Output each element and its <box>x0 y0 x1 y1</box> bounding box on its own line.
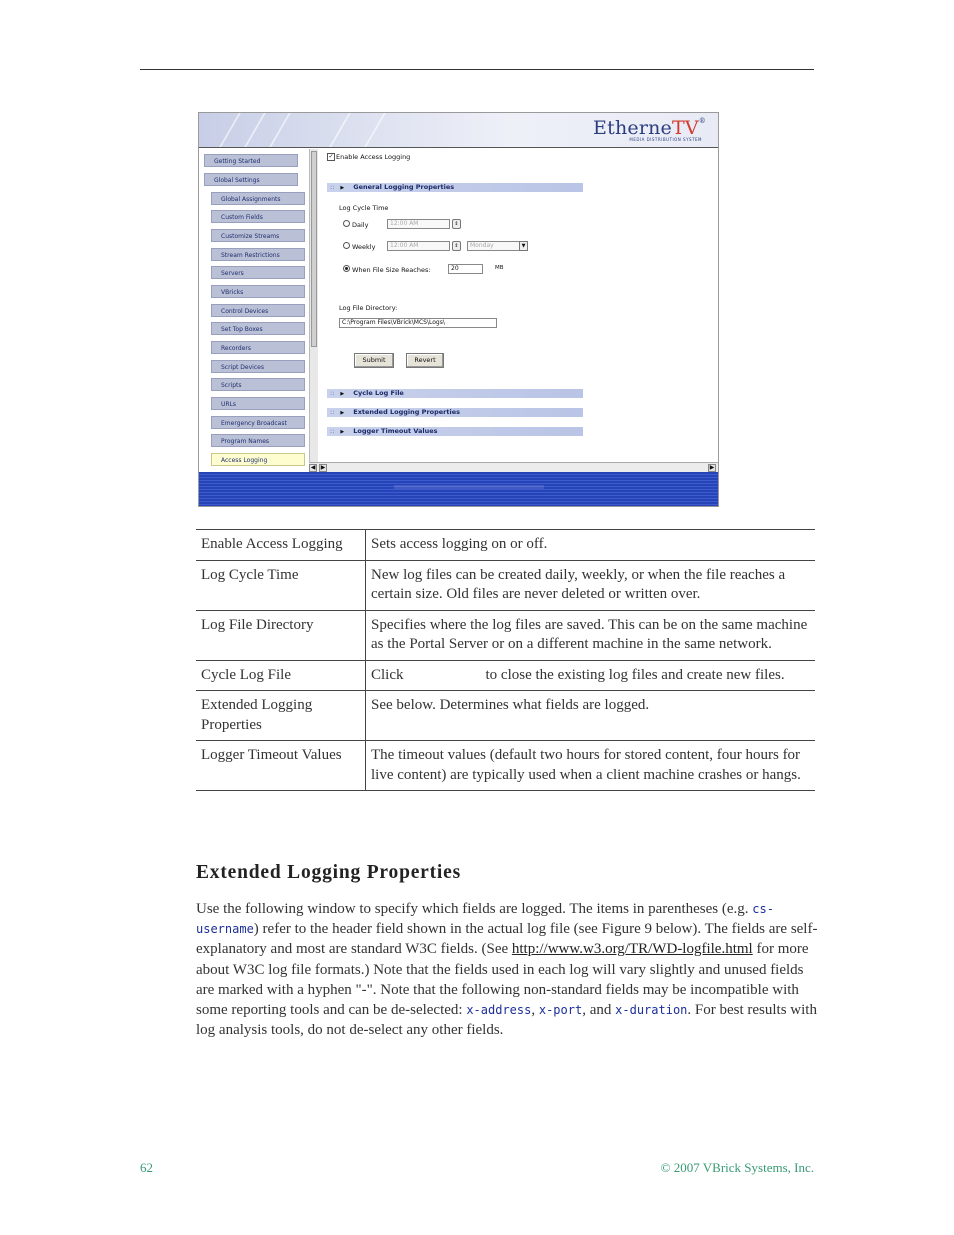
log-dir-input[interactable]: C:\Program Files\VBrick\MCS\Logs\ <box>339 318 497 328</box>
file-size-label: When File Size Reaches: <box>352 266 431 274</box>
revert-button[interactable]: Revert <box>406 353 444 368</box>
daily-time-input[interactable]: 12:00 AM <box>387 219 450 229</box>
code-x-port: x-port <box>538 1003 583 1018</box>
table-row <box>196 691 815 741</box>
chevron-down-icon[interactable]: ▼ <box>519 241 528 251</box>
desc-cell: The timeout values (default two hours for stored content, four hours for live content) are typically used when a client machine crashes or hangs. <box>366 741 816 791</box>
term-cell: Enable Access Logging <box>196 530 366 561</box>
term-cell: Log Cycle Time <box>196 560 366 610</box>
w3c-link[interactable]: http://www.w3.org/TR/WD-logfile.html <box>511 941 753 958</box>
nav-item-access-logging[interactable]: Access Logging <box>211 453 305 466</box>
app-footer-band <box>199 472 718 506</box>
scroll-right-end-icon[interactable]: ▶ <box>709 464 715 471</box>
header-rule <box>140 69 814 70</box>
copyright-notice: © 2007 VBrick Systems, Inc. <box>660 1160 814 1175</box>
nav-item-scripts[interactable]: Scripts <box>211 378 305 391</box>
desc-cell: Sets access logging on or off. <box>366 530 816 561</box>
weekly-radio[interactable] <box>343 242 350 249</box>
weekly-time-input[interactable]: 12:00 AM <box>387 241 450 251</box>
term-cell: Logger Timeout Values <box>196 741 366 791</box>
table-row <box>196 741 815 791</box>
enable-logging-checkbox[interactable]: ✓ <box>328 153 334 160</box>
code-x-duration: x-duration <box>615 1003 688 1018</box>
daily-label: Daily <box>352 221 369 229</box>
nav-item-urls[interactable]: URLs <box>211 397 305 410</box>
term-cell: Extended Logging Properties <box>196 691 366 741</box>
table-row <box>196 610 815 660</box>
sidebar-nav <box>199 149 308 469</box>
section-general-logging[interactable]: :: ▶ General Logging Properties <box>327 183 583 192</box>
term-cell: Log File Directory <box>196 610 366 660</box>
section-cycle-log-file[interactable]: :: ▶ Cycle Log File <box>327 389 583 398</box>
nav-item-global-assignments[interactable]: Global Assignments <box>211 192 305 205</box>
term-cell: Cycle Log File <box>196 660 366 691</box>
expand-arrow-icon: ▶ <box>340 429 345 435</box>
nav-item-control-devices[interactable]: Control Devices <box>211 304 305 317</box>
table-row <box>196 660 815 691</box>
ethernetv-logo: EtherneTV® <box>593 117 706 139</box>
section-heading: Extended Logging Properties <box>196 862 461 883</box>
nav-item-recorders[interactable]: Recorders <box>211 341 305 354</box>
nav-item-set-top-boxes[interactable]: Set Top Boxes <box>211 322 305 335</box>
body-paragraph: Use the following window to specify which fields are logged. The items in parentheses (e.g. cs-username) refer to the header field shown in the actual log file (see Figure 9 below). The fields are self-explanatory and most are standard W3C fields. (See http://www.w3.org/TR/WD-logfile.html for more about W3C log file formats.) Note that the fields used in each log will vary slightly and unused fields are marked with a hyphen "-". Note that the following non-standard fields may be incompatible with some reporting tools and can be de-selected: x-address, x-port, and x-duration. For best results with log analysis tools, do not de-select any other fields. <box>196 901 818 1039</box>
scroll-left-icon[interactable]: ◀ <box>310 464 316 471</box>
nav-item-customize-streams[interactable]: Customize Streams <box>211 229 305 242</box>
desc-cell: See below. Determines what fields are logged. <box>366 691 816 741</box>
file-size-radio[interactable] <box>343 265 350 272</box>
nav-item-emergency-broadcast[interactable]: Emergency Broadcast <box>211 416 305 429</box>
desc-cell: Specifies where the log files are saved. This can be on the same machine as the Portal Server or on a different machine in the same network. <box>366 610 816 660</box>
nav-item-global-settings[interactable]: Global Settings <box>204 173 298 186</box>
logo-tagline: MEDIA DISTRIBUTION SYSTEM <box>629 137 702 142</box>
access-logging-form <box>319 149 717 462</box>
scroll-thumb[interactable] <box>311 151 317 347</box>
expand-arrow-icon: ▶ <box>340 391 345 397</box>
table-row <box>196 560 815 610</box>
nav-item-stream-restrictions[interactable]: Stream Restrictions <box>211 248 305 261</box>
desc-cell: Click to close the existing log files and create new files. <box>366 660 816 691</box>
scroll-right-icon[interactable]: ▶ <box>320 464 326 471</box>
log-cycle-label: Log Cycle Time <box>339 204 389 212</box>
nav-item-program-names[interactable]: Program Names <box>211 434 305 447</box>
nav-item-servers[interactable]: Servers <box>211 266 305 279</box>
table-row <box>196 530 815 561</box>
code-cs-username: cs-username <box>196 902 774 937</box>
enable-logging-label: Enable Access Logging <box>336 153 411 161</box>
page-number: 62 <box>140 1160 153 1175</box>
field-definitions-table <box>196 529 815 791</box>
nav-item-script-devices[interactable]: Script Devices <box>211 360 305 373</box>
section-extended-logging[interactable]: :: ▶ Extended Logging Properties <box>327 408 583 417</box>
weekly-label: Weekly <box>352 243 376 251</box>
nav-item-vbricks[interactable]: VBricks <box>211 285 305 298</box>
weekly-time-spinner[interactable]: ⇕ <box>452 241 461 251</box>
file-size-input[interactable]: 20 <box>448 264 483 274</box>
file-size-unit: MB <box>495 265 504 271</box>
nav-item-custom-fields[interactable]: Custom Fields <box>211 210 305 223</box>
expand-arrow-icon: ▶ <box>340 185 345 191</box>
section-logger-timeout[interactable]: :: ▶ Logger Timeout Values <box>327 427 583 436</box>
code-x-address: x-address <box>466 1003 532 1018</box>
sidebar-scrollbar[interactable] <box>309 149 318 462</box>
log-dir-label: Log File Directory: <box>339 304 398 312</box>
weekly-day-select[interactable]: Monday <box>467 241 527 251</box>
nav-item-getting-started[interactable]: Getting Started <box>204 154 298 167</box>
submit-button[interactable]: Submit <box>354 353 394 368</box>
access-logging-screenshot <box>198 112 719 507</box>
desc-cell: New log files can be created daily, weekly, or when the file reaches a certain size. Old files are never deleted or written over. <box>366 560 816 610</box>
app-banner <box>199 113 718 147</box>
daily-time-spinner[interactable]: ⇕ <box>452 219 461 229</box>
expand-arrow-icon: ▶ <box>340 410 345 416</box>
daily-radio[interactable] <box>343 220 350 227</box>
